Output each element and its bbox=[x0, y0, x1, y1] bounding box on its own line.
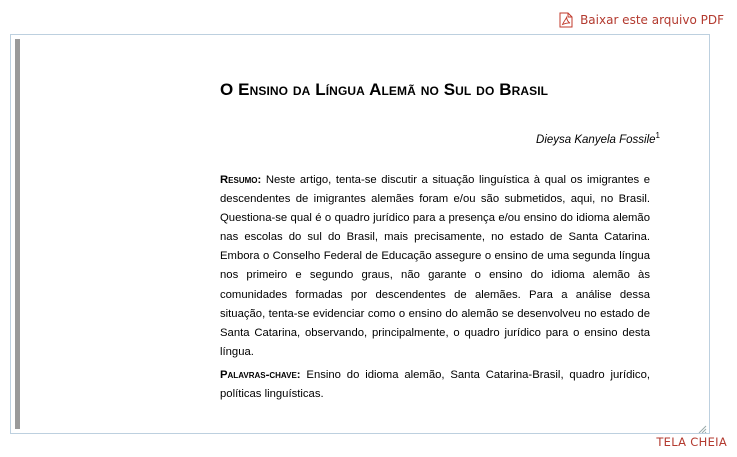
abstract-paragraph bbox=[220, 171, 650, 362]
keywords-paragraph bbox=[220, 366, 650, 404]
keywords-label: Palavras-chave: bbox=[220, 368, 301, 381]
document-body bbox=[220, 171, 650, 404]
pdf-file-icon bbox=[559, 12, 573, 28]
resize-grip-icon[interactable] bbox=[697, 421, 707, 431]
author-footnote-marker: 1 bbox=[655, 131, 660, 140]
top-bar bbox=[0, 0, 737, 34]
viewer-content bbox=[20, 35, 709, 433]
abstract-label: Resumo: bbox=[220, 174, 262, 186]
author-name: Dieysa Kanyela Fossile bbox=[536, 133, 656, 146]
document-title: O Ensino da Língua Alemã no Sul do Brasil bbox=[220, 80, 549, 99]
abstract-text: Neste artigo, tenta-se discutir a situação linguística à qual os imigrantes e descendentes de imigrantes alemães foram e/ou são submetidos, aqui, no Brasil. Questiona-se qual é o quadro jurídico para a presença e/ou ensino do idioma alemão nas escolas do sul do Brasil, mais precisamente, no estado de Santa Catarina. Embora o Conselho Federal de Educação assegure o ensino de uma segunda língua nos primeiro e segundo graus, não garante o ensino do idioma alemão às comunidades formadas por descendentes de alemães. Para a análise dessa situação, tenta-se evidenciar como o ensino do alemão se desenvolveu no estado de Santa Catarina, observando, principalmente, o quadro jurídico para o ensino desta língua. bbox=[220, 174, 650, 358]
pdf-viewer[interactable] bbox=[10, 34, 710, 434]
download-pdf-label: Baixar este arquivo PDF bbox=[580, 13, 724, 27]
document-author bbox=[536, 131, 660, 146]
keywords-text: Ensino do idioma alemão, Santa Catarina-Brasil, quadro jurídico, políticas linguísticas. bbox=[220, 368, 651, 401]
download-pdf-link[interactable] bbox=[559, 12, 724, 28]
fullscreen-link[interactable]: TELA CHEIA bbox=[656, 435, 727, 449]
